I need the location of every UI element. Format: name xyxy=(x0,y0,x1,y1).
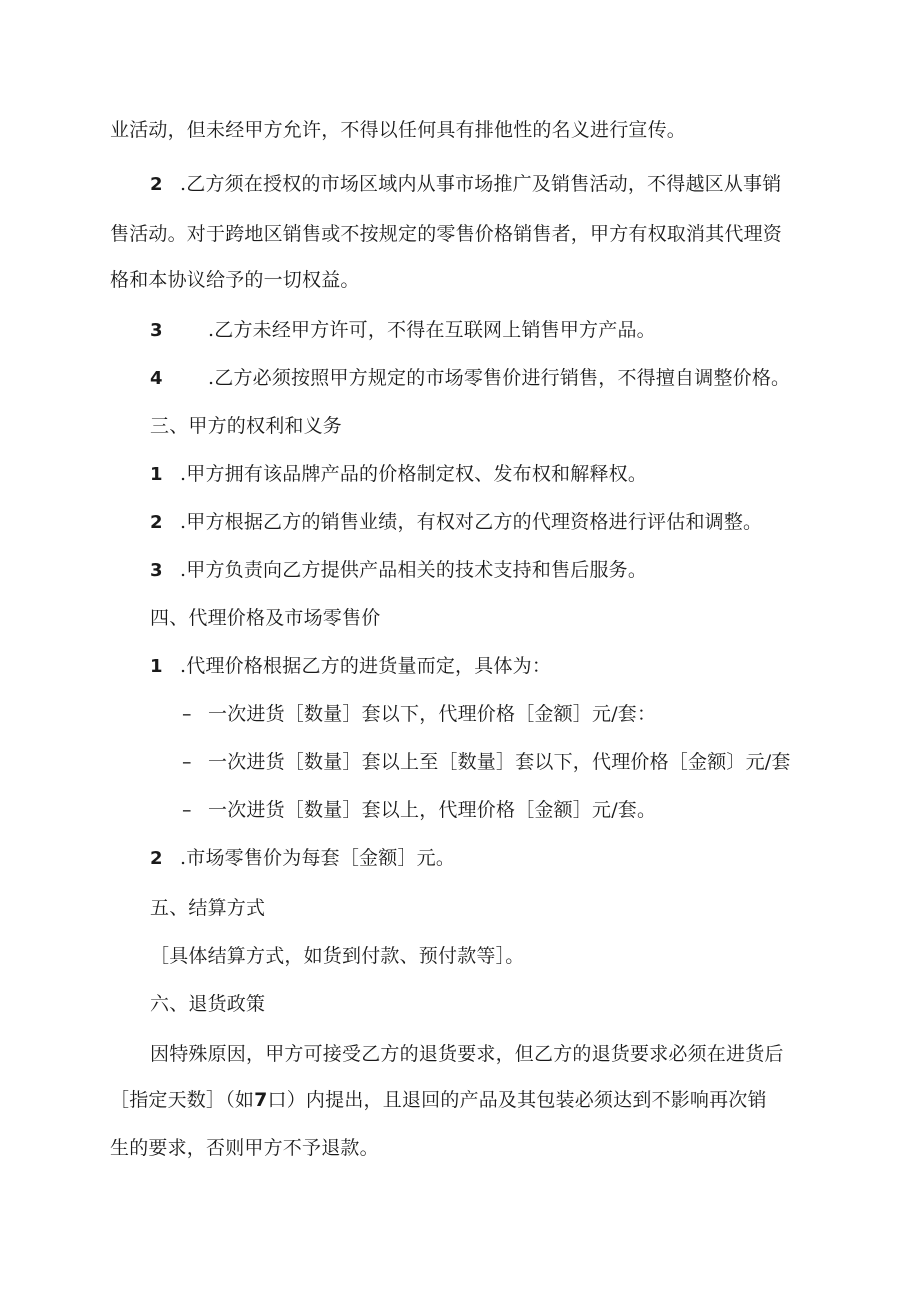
text: 生的要求，否则甲方不予退款。 xyxy=(110,1137,379,1159)
item-number: 2 xyxy=(150,512,163,533)
section-heading-6 xyxy=(150,992,860,1016)
paragraph-line xyxy=(110,222,820,246)
item-text: .乙方必须按照甲方规定的市场零售价进行销售，不得擅自调整价格。 xyxy=(208,367,791,389)
bullet-item xyxy=(182,702,892,726)
item-text: .乙方须在授权的市场区域内从事市场推广及销售活动，不得越区从事销 xyxy=(180,173,782,195)
item-number: 3 xyxy=(150,320,163,341)
days-number: 7 xyxy=(254,1089,268,1111)
paragraph-line xyxy=(150,1042,860,1066)
paragraph-line xyxy=(110,118,820,142)
heading-text: 六、退货政策 xyxy=(150,993,266,1015)
item-text: .甲方负责向乙方提供产品相关的技术支持和售后服务。 xyxy=(180,559,648,581)
paragraph-line xyxy=(110,268,820,292)
heading-text: 四、代理价格及市场零售价 xyxy=(150,607,381,629)
text: ［具体结算方式，如货到付款、预付款等］。 xyxy=(150,945,525,967)
bullet-text: 一次进货［数量］套以上，代理价格［金额］元/套。 xyxy=(208,799,657,821)
text: 格和本协议给予的一切权益。 xyxy=(110,269,360,291)
bullet-item xyxy=(182,750,892,774)
list-item-2 xyxy=(150,172,860,197)
item-number: 4 xyxy=(150,368,163,389)
text: 业活动，但未经甲方允许，不得以任何具有排他性的名义进行宣传。 xyxy=(110,119,687,141)
item-text: .乙方未经甲方许可，不得在互联网上销售甲方产品。 xyxy=(208,319,656,341)
bullet-item xyxy=(182,798,892,822)
text: 因特殊原因，甲方可接受乙方的退货要求，但乙方的退货要求必须在进货后 xyxy=(150,1043,784,1065)
item-number: 2 xyxy=(150,174,163,195)
item-number: 1 xyxy=(150,464,163,485)
bullet-text: 一次进货［数量］套以上至［数量］套以下，代理价格［金额〕元/套 xyxy=(208,751,791,773)
section-heading-3 xyxy=(150,414,860,438)
paragraph-line xyxy=(110,1136,820,1160)
paragraph-line xyxy=(150,944,860,968)
text: 售活动。对于跨地区销售或不按规定的零售价格销售者，甲方有权取消其代理资 xyxy=(110,223,783,245)
item-text: .市场零售价为每套［金额］元。 xyxy=(180,847,456,869)
dash-bullet: – xyxy=(182,703,192,725)
list-item-4-2 xyxy=(150,846,860,871)
dash-bullet: – xyxy=(182,799,192,821)
section-heading-4 xyxy=(150,606,860,630)
section-heading-5 xyxy=(150,896,860,920)
item-number: 3 xyxy=(150,560,163,581)
paragraph-line xyxy=(110,1088,820,1112)
list-item-3-1 xyxy=(150,462,860,487)
item-number: 1 xyxy=(150,656,163,677)
list-item-3 xyxy=(150,318,860,343)
heading-text: 五、结算方式 xyxy=(150,897,266,919)
item-text: .甲方根据乙方的销售业绩，有权对乙方的代理资格进行评估和调整。 xyxy=(180,511,763,533)
list-item-3-2 xyxy=(150,510,860,535)
bullet-text: 一次进货［数量］套以下，代理价格［金额］元/套： xyxy=(208,703,657,725)
list-item-3-3 xyxy=(150,558,860,583)
list-item-4-1 xyxy=(150,654,860,679)
item-text: .甲方拥有该品牌产品的价格制定权、发布权和解释权。 xyxy=(180,463,648,485)
heading-text: 三、甲方的权利和义务 xyxy=(150,415,343,437)
item-text: .代理价格根据乙方的进货量而定，具体为： xyxy=(180,655,552,677)
dash-bullet: – xyxy=(182,751,192,773)
text: 口）内提出，且退回的产品及其包装必须达到不影响再次销 xyxy=(267,1089,767,1111)
list-item-4 xyxy=(150,366,860,391)
text: ［指定天数］（如 xyxy=(110,1089,255,1111)
item-number: 2 xyxy=(150,848,163,869)
